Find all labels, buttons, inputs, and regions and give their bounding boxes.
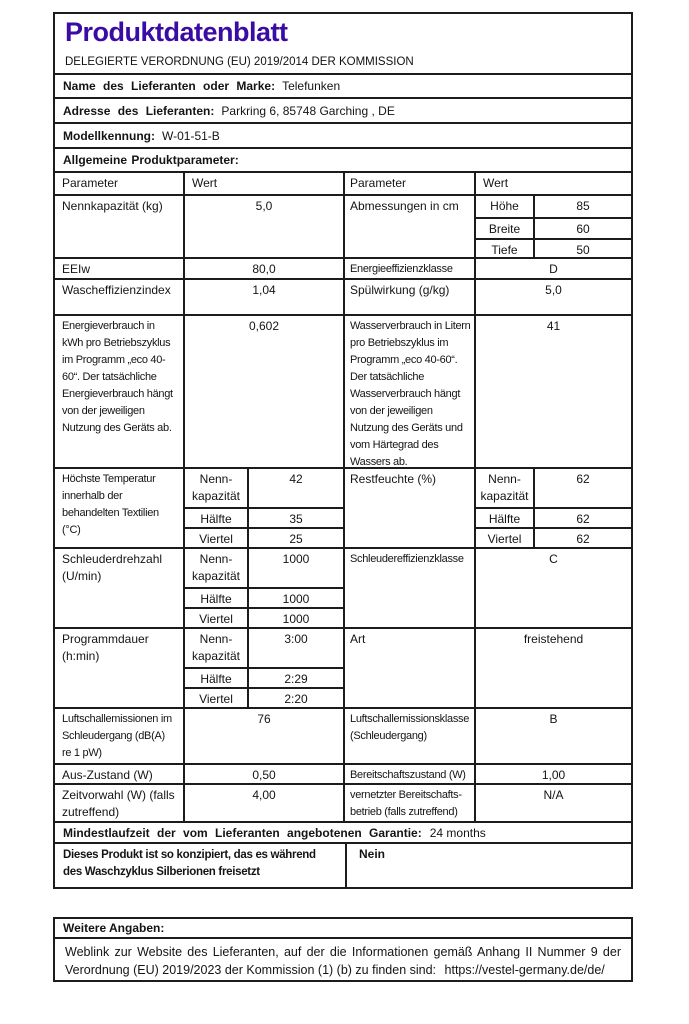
- supplier-name-row: [53, 73, 633, 99]
- parameters-table: [53, 171, 633, 823]
- max-temp-subtable: [183, 469, 343, 547]
- table-row: [55, 257, 631, 278]
- subrow-rated: [185, 549, 343, 587]
- subrow-key: Hälfte: [185, 589, 249, 607]
- supplier-address-label: Adresse des Lieferanten:: [63, 103, 215, 118]
- general-params-caption: [53, 147, 633, 173]
- subrow-value: 42: [289, 472, 303, 486]
- header-wert-left: Wert: [183, 173, 343, 194]
- dimension-key: Höhe: [476, 196, 535, 217]
- warranty-row: [53, 821, 633, 844]
- subrow-key: Nenn-kapazität: [185, 629, 249, 667]
- subrow-quarter: [185, 607, 343, 627]
- header-parameter-right: Parameter: [343, 173, 474, 194]
- subrow-key: Viertel: [476, 529, 535, 547]
- moisture-subtable: [474, 469, 631, 547]
- subrow-rated: [476, 469, 631, 507]
- product-datasheet: [53, 12, 633, 982]
- table-row: [55, 278, 631, 314]
- dimension-row-width: [476, 217, 631, 238]
- supplier-address-value: Parkring 6, 85748 Garching , DE: [221, 103, 395, 118]
- more-info-label: Weitere Angaben:: [63, 921, 165, 935]
- header-parameter-left: Parameter: [62, 176, 119, 190]
- dimension-row-height: [476, 196, 631, 217]
- table-row: [55, 763, 631, 783]
- warranty-label: Mindestlaufzeit der vom Lieferanten angebotenen Garantie:: [63, 825, 422, 840]
- dimension-value: 85: [576, 199, 590, 213]
- duration-label: Programmdauer (h:min): [62, 632, 149, 663]
- spin-speed-label: Schleuderdrehzahl (U/min): [62, 552, 163, 583]
- weblink-text: Weblink zur Website des Lieferanten, auf der die Informationen gemäß Anhang II Nummer 9 der Verordnung (EU) 2019/2023 der Kommission (1) (b) zu finden sind:: [65, 945, 621, 977]
- supplier-name-label: Name des Lieferanten oder Marke:: [63, 79, 276, 93]
- subrow-value: 35: [289, 512, 303, 526]
- max-temp-label: Höchste Temperatur innerhalb der behandelten Textilien (°C): [62, 473, 159, 536]
- model-id-value: W-01-51-B: [162, 128, 220, 143]
- water-consumption-label: Wasserverbrauch in Litern pro Betriebszyklus im Programm „eco 40-60“. Der tatsächliche Wasserverbrauch hängt von der jeweiligen Nutzung des Geräts und vom Härtegrad des Wassers ab.: [343, 316, 474, 467]
- warranty-value: 24 months: [429, 825, 486, 840]
- table-row: [55, 314, 631, 467]
- subrow-key: Hälfte: [476, 509, 535, 527]
- noise-class-label: Luftschallemissionsklasse (Schleudergang): [343, 709, 474, 763]
- subrow-key: Viertel: [185, 609, 249, 627]
- dimension-row-depth: [476, 238, 631, 257]
- table-row: [55, 627, 631, 707]
- silver-ions-label: Dieses Produkt ist so konzipiert, das es während des Waschzyklus Silberionen freisetzt: [63, 849, 316, 878]
- subrow-value: 2:29: [284, 672, 308, 686]
- rinse-value: 5,0: [474, 280, 631, 314]
- eei-value: 80,0: [183, 259, 343, 278]
- supplier-address-row: [53, 97, 633, 124]
- dimension-value: 60: [576, 222, 590, 236]
- dimensions-subtable: [474, 196, 631, 257]
- delay-start-value: 4,00: [183, 785, 343, 821]
- capacity-label: Nennkapazität (kg): [62, 199, 163, 213]
- subrow-value: 1000: [282, 612, 310, 626]
- table-row: [55, 707, 631, 763]
- subrow-value: 1000: [282, 552, 310, 566]
- subrow-key: Viertel: [185, 529, 249, 547]
- spin-class-value: C: [474, 549, 631, 627]
- silver-ions-value: Nein: [345, 844, 631, 887]
- regulation-subtitle: DELEGIERTE VERORDNUNG (EU) 2019/2014 DER KOMMISSION: [65, 56, 414, 68]
- subrow-key: Nenn-kapazität: [185, 469, 249, 507]
- subrow-value: 1000: [282, 592, 310, 606]
- wash-index-label: Wascheffizienzindex: [62, 283, 171, 297]
- subrow-key: Hälfte: [185, 509, 249, 527]
- table-header-row: [55, 173, 631, 194]
- dimension-key: Tiefe: [476, 240, 535, 257]
- weblink-section: [53, 937, 633, 982]
- subrow-key: Hälfte: [185, 669, 249, 687]
- off-mode-label: Aus-Zustand (W): [62, 768, 153, 782]
- model-id-row: [53, 122, 633, 149]
- subrow-value: 62: [576, 512, 590, 526]
- subrow-rated: [185, 469, 343, 507]
- page-title: Produktdatenblatt: [65, 17, 288, 47]
- silver-ions-row: [53, 842, 633, 889]
- subrow-value: 25: [289, 532, 303, 546]
- noise-class-value: B: [474, 709, 631, 763]
- energy-consumption-label: Energieverbrauch in kWh pro Betriebszyklus im Programm „eco 40-60“. Der tatsächliche Energieverbrauch hängt von der jeweiligen Nutzung des Geräts ab.: [62, 320, 173, 434]
- energy-consumption-value: 0,602: [183, 316, 343, 467]
- noise-value: 76: [183, 709, 343, 763]
- general-params-label: Allgemeine Produktparameter:: [63, 153, 239, 167]
- standby-value: 1,00: [474, 765, 631, 783]
- table-row: [55, 547, 631, 627]
- subrow-key: Viertel: [185, 689, 249, 707]
- standby-label: Bereitschaftszustand (W): [343, 765, 474, 783]
- delay-start-label: Zeitvorwahl (W) (falls zutreffend): [62, 788, 175, 819]
- subrow-half: [185, 667, 343, 687]
- header-wert-right: Wert: [474, 173, 631, 194]
- subrow-quarter: [185, 527, 343, 547]
- duration-subtable: [183, 629, 343, 707]
- network-standby-label: vernetzter Bereitschafts-betrieb (falls zutreffend): [343, 785, 474, 821]
- title-section: [53, 12, 633, 75]
- subrow-value: 2:20: [284, 692, 308, 706]
- subrow-value: 62: [576, 532, 590, 546]
- rinse-label: Spülwirkung (g/kg): [343, 280, 474, 314]
- subrow-value: 3:00: [284, 632, 308, 646]
- type-value: freistehend: [474, 629, 631, 707]
- subrow-key: Nenn-kapazität: [185, 549, 249, 587]
- wash-index-value: 1,04: [183, 280, 343, 314]
- dimensions-label: Abmessungen in cm: [343, 196, 474, 257]
- subrow-half: [476, 507, 631, 527]
- capacity-value: 5,0: [183, 196, 343, 257]
- dimension-value: 50: [576, 243, 590, 257]
- moisture-label: Restfeuchte (%): [343, 469, 474, 547]
- energy-class-label: Energieeffizienzklasse: [343, 259, 474, 278]
- subrow-rated: [185, 629, 343, 667]
- type-label: Art: [343, 629, 474, 707]
- table-row: [55, 467, 631, 547]
- network-standby-value: N/A: [474, 785, 631, 821]
- section-spacer: [53, 889, 633, 917]
- eei-label: EEIw: [62, 262, 91, 276]
- energy-class-value: D: [474, 259, 631, 278]
- model-id-label: Modellkennung:: [63, 128, 155, 143]
- water-consumption-value: 41: [474, 316, 631, 467]
- subrow-quarter: [185, 687, 343, 707]
- subrow-value: 62: [576, 472, 590, 486]
- more-info-caption: [53, 917, 633, 939]
- noise-label: Luftschallemissionen im Schleudergang (dB(A) re 1 pW): [62, 713, 172, 759]
- supplier-name-value: Telefunken: [282, 79, 341, 93]
- spin-class-label: Schleudereffizienzklasse: [343, 549, 474, 627]
- subrow-half: [185, 507, 343, 527]
- subrow-half: [185, 587, 343, 607]
- off-mode-value: 0,50: [183, 765, 343, 783]
- subrow-quarter: [476, 527, 631, 547]
- subrow-key: Nenn-kapazität: [476, 469, 535, 507]
- spin-speed-subtable: [183, 549, 343, 627]
- table-row: [55, 783, 631, 821]
- table-row: [55, 194, 631, 257]
- supplier-weblink-url[interactable]: https://vestel-germany.de/de/: [444, 963, 605, 977]
- dimension-key: Breite: [476, 219, 535, 238]
